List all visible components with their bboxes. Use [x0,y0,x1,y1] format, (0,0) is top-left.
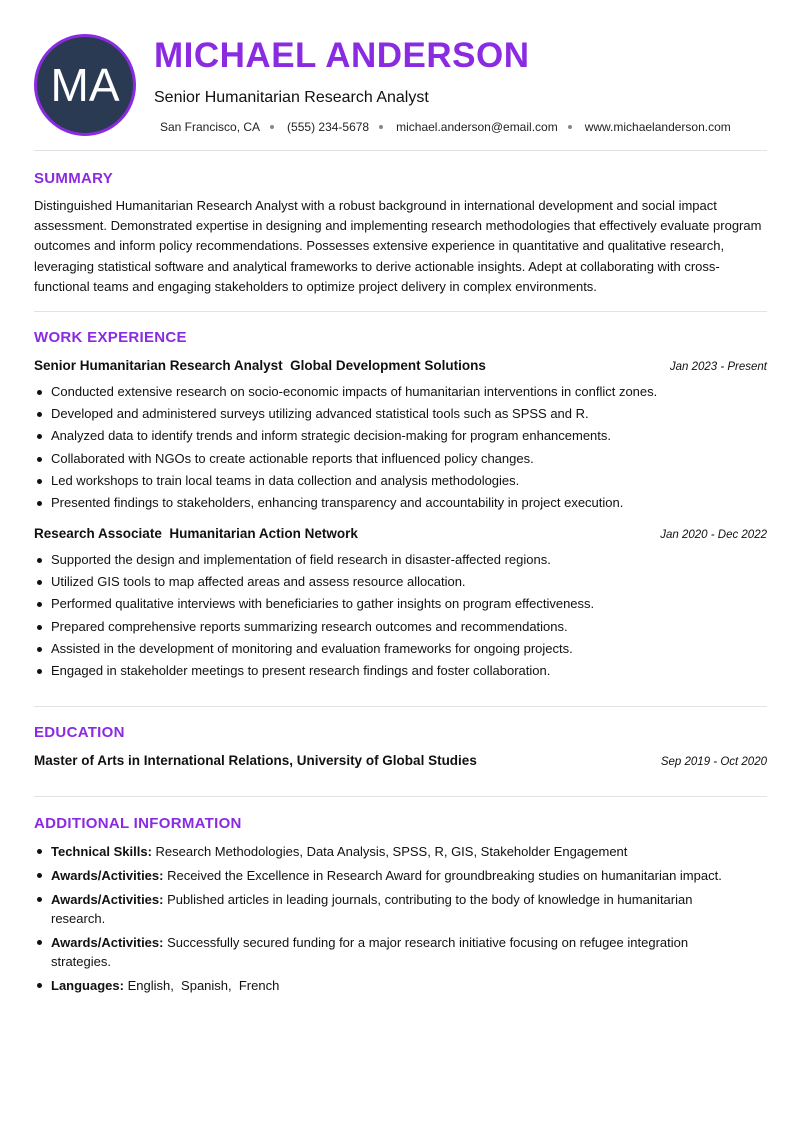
list-item: Analyzed data to identify trends and inform strategic decision-making for program enhancements. [34,425,767,447]
job-bullets [34,381,767,514]
item-label: Awards/Activities: [51,935,164,950]
item-text: Received the Excellence in Research Award for groundbreaking studies on humanitarian impact. [163,868,722,883]
item-text: English, Spanish, French [123,978,280,993]
list-item: Collaborated with NGOs to create actionable reports that influenced policy changes. [34,448,767,470]
contact-email[interactable]: michael.anderson@email.com [396,120,558,134]
contact-location: San Francisco, CA [160,120,261,134]
section-divider [34,796,767,797]
section-divider [34,150,767,151]
job-bullets [34,549,767,682]
list-item: Utilized GIS tools to map affected areas and assess resource allocation. [34,571,767,593]
candidate-headline: Senior Humanitarian Research Analyst [154,89,429,106]
work-experience-heading: WORK EXPERIENCE [34,329,187,346]
candidate-name: MICHAEL ANDERSON [154,36,530,75]
avatar [34,34,136,136]
contact-website[interactable]: www.michaelanderson.com [584,120,731,134]
section-divider [34,706,767,707]
item-label: Languages: [51,978,124,993]
education-dates: Sep 2019 - Oct 2020 [660,756,767,768]
item-label: Awards/Activities: [51,892,164,907]
contact-bar [160,120,731,134]
item-text: Published articles in leading journals, contributing to the body of knowledge in humanitarian research. [51,892,693,926]
contact-phone[interactable]: (555) 234-5678 [287,120,370,134]
avatar-initials: MA [50,59,120,111]
item-text: Research Methodologies, Data Analysis, SPSS, R, GIS, Stakeholder Engagement [151,844,628,859]
additional-info-list [34,842,767,1000]
list-item: Supported the design and implementation of field research in disaster-affected regions. [34,549,767,571]
separator-dot [270,125,274,129]
job-dates: Jan 2020 - Dec 2022 [660,529,767,541]
list-item [34,866,767,885]
job-dates: Jan 2023 - Present [669,361,767,373]
list-item: Engaged in stakeholder meetings to present research findings and foster collaboration. [34,660,767,682]
additional-info-heading: ADDITIONAL INFORMATION [34,815,242,832]
list-item: Conducted extensive research on socio-economic impacts of humanitarian interventions in conflict zones. [34,381,767,403]
list-item [34,933,767,971]
list-item: Prepared comprehensive reports summarizing research outcomes and recommendations. [34,616,767,638]
list-item: Presented findings to stakeholders, enhancing transparency and accountability in project execution. [34,492,767,514]
summary-heading: SUMMARY [34,170,114,187]
list-item: Developed and administered surveys utilizing advanced statistical tools such as SPSS and R. [34,403,767,425]
job-header [34,526,767,541]
item-label: Technical Skills: [51,844,152,859]
separator-dot [379,125,383,129]
section-divider [34,311,767,312]
list-item [34,890,767,928]
summary-text: Distinguished Humanitarian Research Analyst with a robust background in international development and social impact assessment. Demonstrated expertise in designing and implementing research methodologies that effectively evaluate program outcomes and inform policy recommendations. Possesses extensive experience in quantitative and qualitative research, leveraging statistical software and analytical frameworks to derive actionable insights. Adept at collaborating with cross-functional teams and engaging stakeholders to optimize project delivery in complex environments. [34,198,762,294]
education-entry [34,753,767,768]
list-item: Assisted in the development of monitoring and evaluation frameworks for ongoing projects. [34,638,767,660]
degree-title: Master of Arts in International Relations, University of Global Studies [34,753,477,768]
job-title: Research Associate Humanitarian Action Network [34,526,358,541]
list-item: Led workshops to train local teams in data collection and analysis methodologies. [34,470,767,492]
list-item [34,842,767,861]
item-label: Awards/Activities: [51,868,164,883]
list-item: Performed qualitative interviews with beneficiaries to gather insights on program effectiveness. [34,593,767,615]
education-heading: EDUCATION [34,724,125,741]
item-text: Successfully secured funding for a major research initiative focusing on refugee integration strategies. [51,935,689,969]
list-item [34,976,767,995]
job-header [34,358,767,373]
job-title: Senior Humanitarian Research Analyst Global Development Solutions [34,358,486,373]
separator-dot [568,125,572,129]
